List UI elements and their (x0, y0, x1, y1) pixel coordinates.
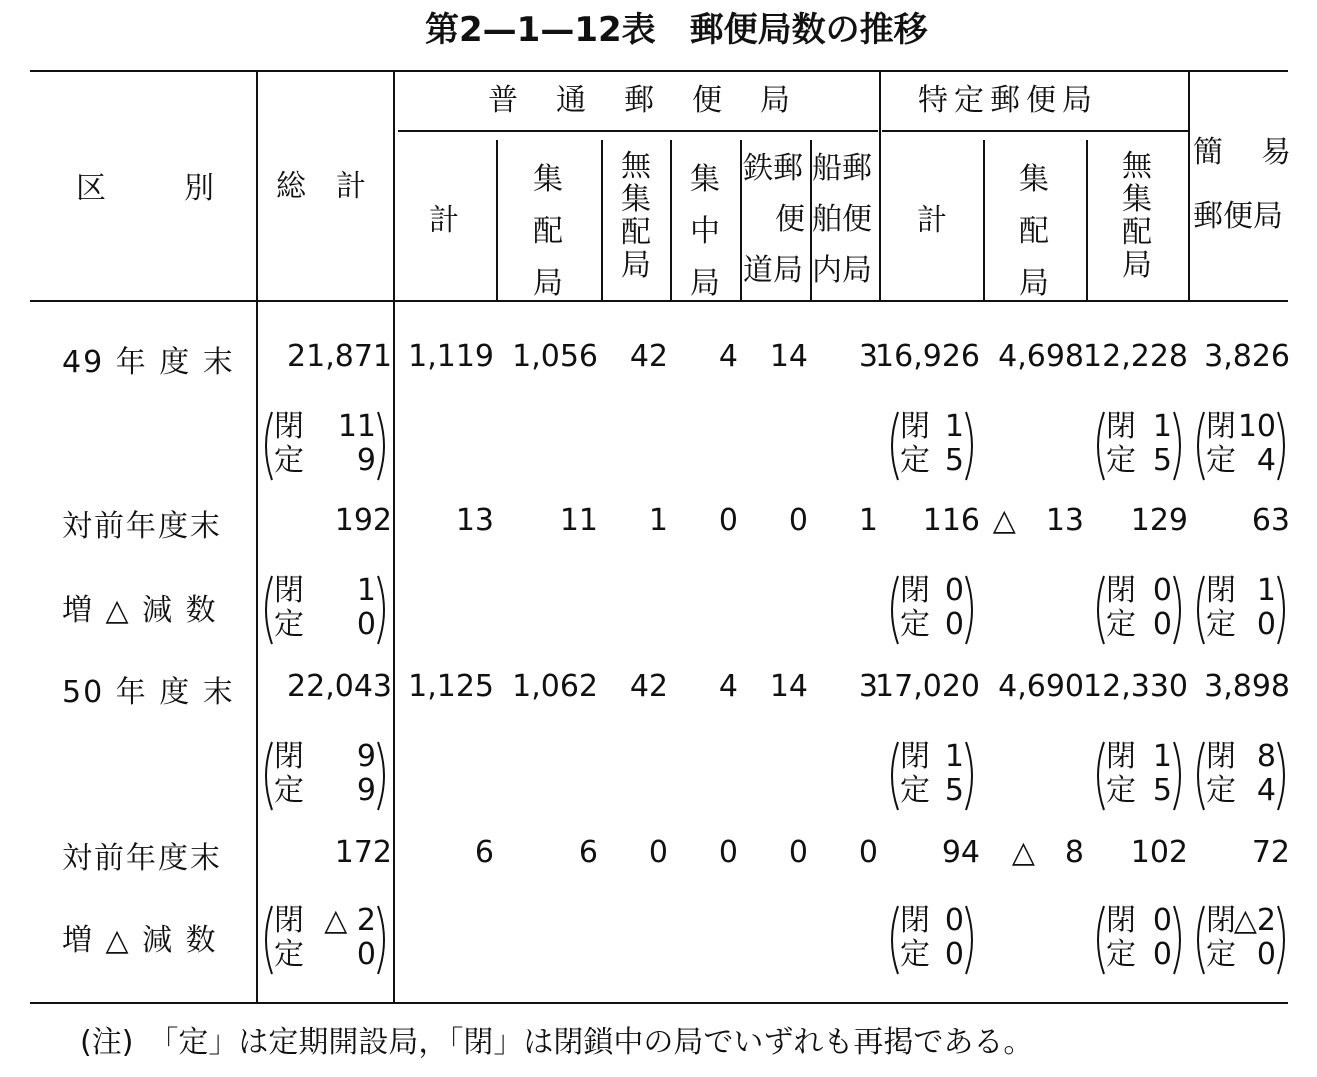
table-cell: 0 (858, 835, 878, 870)
row-label-diff2-b: 増 △ 減 数 (62, 923, 218, 958)
table-cell: 17,020 (875, 669, 980, 704)
periodic-label: 定 (1206, 773, 1236, 808)
periodic-label: 定 (1106, 607, 1136, 642)
parenthetical-note (258, 740, 392, 812)
open-paren (266, 412, 272, 480)
table-cell: 1,125 (408, 669, 494, 704)
table-cell: △ 8 (1011, 835, 1084, 870)
row-label-diff1-a: 対前年度末 (62, 509, 222, 544)
table-cell: 63 (1251, 503, 1290, 538)
periodic-label: 定 (1106, 937, 1136, 972)
closed-label: 閉 (274, 903, 304, 938)
table-cell: 72 (1251, 835, 1290, 870)
open-paren (1098, 412, 1104, 480)
closed-value: 1 (944, 739, 964, 774)
periodic-value: 5 (1152, 443, 1172, 478)
closed-value: 11 (337, 409, 376, 444)
table-cell: 16,926 (875, 339, 980, 374)
parenthetical-note (258, 904, 392, 976)
closed-value: 0 (944, 573, 964, 608)
header-futsu-shuchu: 集中局 (690, 162, 720, 301)
close-paren (1278, 576, 1284, 644)
close-paren (1174, 576, 1180, 644)
closed-label: 閉 (900, 739, 930, 774)
divider (1188, 70, 1190, 300)
row-label-50: 50 年 度 末 (62, 675, 235, 710)
periodic-label: 定 (900, 443, 930, 478)
table-cell: 1,056 (512, 339, 598, 374)
header-tokutei-total: 計 (917, 203, 947, 238)
parenthetical-note (1190, 904, 1292, 976)
parenthetical-note (258, 410, 392, 482)
periodic-value: 0 (356, 607, 376, 642)
table-cell: 192 (334, 503, 392, 538)
closed-label: 閉 (1106, 739, 1136, 774)
table-title: 第2—1—12表 郵便局数の推移 (425, 10, 928, 50)
closed-value: 1 (1256, 573, 1276, 608)
open-paren (266, 906, 272, 974)
group-rule-futsu (398, 130, 878, 132)
periodic-label: 定 (1106, 443, 1136, 478)
header-futsu-group: 普 通 郵 便 局 (488, 83, 794, 118)
open-paren (1098, 906, 1104, 974)
open-paren (266, 576, 272, 644)
closed-value: 8 (1256, 739, 1276, 774)
divider (670, 140, 672, 300)
close-paren (1278, 412, 1284, 480)
close-paren (1174, 742, 1180, 810)
header-tetsudo-bot: 道局 (743, 253, 803, 288)
closed-label: 閉 (1206, 739, 1236, 774)
table-cell: 94 (941, 835, 980, 870)
close-paren (378, 576, 384, 644)
parenthesis-marks (1090, 740, 1188, 812)
periodic-label: 定 (274, 937, 304, 972)
parenthetical-note (884, 410, 980, 482)
open-paren (1198, 906, 1204, 974)
closed-value: 1 (1152, 739, 1172, 774)
divider (601, 140, 603, 300)
table-cell: 172 (334, 835, 392, 870)
close-paren (1278, 742, 1284, 810)
close-paren (966, 906, 972, 974)
periodic-value: 0 (944, 607, 964, 642)
closed-value: 10 (1237, 409, 1276, 444)
parenthetical-note (1190, 574, 1292, 646)
header-senpaku-mid: 舶便 (812, 202, 872, 237)
table-cell: 42 (629, 339, 668, 374)
header-tokutei-group: 特定郵便局 (918, 83, 1098, 118)
group-rule-tokutei (882, 130, 1188, 132)
closed-label: 閉 (900, 903, 930, 938)
parenthesis-marks (884, 740, 980, 812)
parenthetical-note (1190, 740, 1292, 812)
footnote: (注) 「定」は定期開設局，「閉」は閉鎖中の局でいずれも再掲である。 (80, 1025, 1034, 1060)
table-cell: 11 (559, 503, 598, 538)
closed-value: 0 (1152, 903, 1172, 938)
open-paren (266, 742, 272, 810)
divider (393, 70, 395, 1002)
parenthetical-note (884, 740, 980, 812)
table-cell: 12,228 (1083, 339, 1188, 374)
periodic-label: 定 (274, 607, 304, 642)
closed-value: 1 (356, 573, 376, 608)
table-cell: 0 (788, 835, 808, 870)
parenthetical-note (1090, 740, 1188, 812)
closed-label: 閉 (900, 409, 930, 444)
periodic-value: 0 (1152, 937, 1172, 972)
bottom-rule (30, 1002, 1288, 1004)
periodic-value: 0 (1256, 607, 1276, 642)
divider (983, 140, 985, 300)
periodic-value: 0 (1152, 607, 1172, 642)
table-cell: 116 (922, 503, 980, 538)
periodic-value: 0 (1256, 937, 1276, 972)
divider (879, 70, 881, 300)
table-cell: 6 (578, 835, 598, 870)
parenthetical-note (258, 574, 392, 646)
table-cell: 4 (718, 339, 738, 374)
close-paren (378, 742, 384, 810)
closed-value: 1 (1152, 409, 1172, 444)
closed-value: 0 (1152, 573, 1172, 608)
periodic-label: 定 (900, 937, 930, 972)
open-paren (1098, 576, 1104, 644)
close-paren (378, 412, 384, 480)
table-cell: △ 13 (992, 503, 1084, 538)
table-cell: 42 (629, 669, 668, 704)
closed-label: 閉 (274, 739, 304, 774)
closed-label: 閉 (1206, 573, 1236, 608)
periodic-label: 定 (274, 773, 304, 808)
close-paren (966, 576, 972, 644)
close-paren (378, 906, 384, 974)
periodic-label: 定 (1206, 443, 1236, 478)
periodic-value: 0 (356, 937, 376, 972)
table-cell: 102 (1130, 835, 1188, 870)
table-cell: 0 (788, 503, 808, 538)
closed-value: 1 (944, 409, 964, 444)
periodic-label: 定 (1206, 607, 1236, 642)
header-tokutei-shuhai: 集配局 (1019, 162, 1049, 301)
parenthetical-note (1090, 904, 1188, 976)
closed-label: 閉 (274, 573, 304, 608)
row-label-49: 49 年 度 末 (62, 345, 235, 380)
periodic-value: 5 (1152, 773, 1172, 808)
divider (256, 70, 258, 1002)
periodic-label: 定 (900, 773, 930, 808)
top-rule (30, 70, 1288, 72)
open-paren (892, 906, 898, 974)
header-bottom-rule (30, 300, 1288, 302)
periodic-value: 5 (944, 773, 964, 808)
closed-label: 閉 (1106, 903, 1136, 938)
row-label-diff2-a: 対前年度末 (62, 841, 222, 876)
header-tokutei-mushuhai: 無集配局 (1122, 149, 1152, 283)
table-cell: 13 (455, 503, 494, 538)
table-cell: 12,330 (1083, 669, 1188, 704)
periodic-value: 9 (356, 443, 376, 478)
periodic-label: 定 (1206, 937, 1236, 972)
table-cell: 3 (858, 669, 878, 704)
header-futsu-total: 計 (429, 203, 459, 238)
table-cell: 0 (718, 835, 738, 870)
table-cell: 3 (858, 339, 878, 374)
table-cell: 6 (474, 835, 494, 870)
periodic-value: 0 (944, 937, 964, 972)
header-total: 総 計 (276, 169, 366, 204)
header-futsu-shuhai: 集配局 (533, 162, 563, 301)
close-paren (1174, 412, 1180, 480)
closed-label: 閉 (274, 409, 304, 444)
table-cell: 3,826 (1204, 339, 1290, 374)
closed-label: 閉 (1206, 409, 1236, 444)
header-tetsudo-mid: 便 (775, 202, 805, 237)
open-paren (1098, 742, 1104, 810)
divider (1086, 140, 1088, 300)
closed-value: △ 2 (324, 903, 376, 938)
table-cell: 1,119 (408, 339, 494, 374)
periodic-value: 9 (356, 773, 376, 808)
open-paren (892, 412, 898, 480)
table-cell: 0 (648, 835, 668, 870)
parenthetical-note (884, 904, 980, 976)
table-cell: 4,698 (998, 339, 1084, 374)
close-paren (1278, 906, 1284, 974)
header-futsu-mushuhai: 無集配局 (621, 149, 651, 283)
header-senpaku-bot: 内局 (812, 253, 872, 288)
open-paren (892, 576, 898, 644)
parenthetical-note (1090, 410, 1188, 482)
open-paren (1198, 412, 1204, 480)
header-kan-i-top: 簡 易 (1193, 135, 1295, 170)
header-kan-i-bot: 郵便局 (1193, 199, 1283, 234)
close-paren (966, 412, 972, 480)
parenthetical-note (884, 574, 980, 646)
open-paren (1198, 742, 1204, 810)
table-cell: 22,043 (287, 669, 392, 704)
table-cell: 21,871 (287, 339, 392, 374)
header-senpaku-top: 船郵 (812, 151, 872, 186)
divider (740, 140, 742, 300)
table-cell: 1 (858, 503, 878, 538)
header-category: 区 別 (76, 171, 220, 206)
close-paren (1174, 906, 1180, 974)
closed-label: 閉 (1106, 573, 1136, 608)
parenthesis-marks (884, 904, 980, 976)
table-cell: 1,062 (512, 669, 598, 704)
closed-value: △2 (1233, 903, 1276, 938)
table-cell: 3,898 (1204, 669, 1290, 704)
table-cell: 14 (769, 339, 808, 374)
parenthesis-marks (1090, 574, 1188, 646)
table-cell: 1 (648, 503, 668, 538)
parenthesis-marks (1090, 904, 1188, 976)
table-cell: 14 (769, 669, 808, 704)
periodic-label: 定 (1106, 773, 1136, 808)
closed-value: 9 (356, 739, 376, 774)
row-label-diff1-b: 増 △ 減 数 (62, 593, 218, 628)
open-paren (1198, 576, 1204, 644)
close-paren (966, 742, 972, 810)
periodic-value: 5 (944, 443, 964, 478)
divider (496, 140, 498, 300)
closed-label: 閉 (1206, 903, 1236, 938)
parenthetical-note (1190, 410, 1292, 482)
open-paren (892, 742, 898, 810)
parenthesis-marks (884, 410, 980, 482)
table-cell: 0 (718, 503, 738, 538)
periodic-value: 4 (1256, 443, 1276, 478)
periodic-label: 定 (274, 443, 304, 478)
closed-label: 閉 (1106, 409, 1136, 444)
periodic-label: 定 (900, 607, 930, 642)
table-cell: 4 (718, 669, 738, 704)
closed-label: 閉 (900, 573, 930, 608)
parenthetical-note (1090, 574, 1188, 646)
parenthesis-marks (884, 574, 980, 646)
parenthesis-marks (1090, 410, 1188, 482)
table-cell: 4,690 (998, 669, 1084, 704)
closed-value: 0 (944, 903, 964, 938)
periodic-value: 4 (1256, 773, 1276, 808)
header-tetsudo-top: 鉄郵 (743, 151, 803, 186)
table-cell: 129 (1130, 503, 1188, 538)
